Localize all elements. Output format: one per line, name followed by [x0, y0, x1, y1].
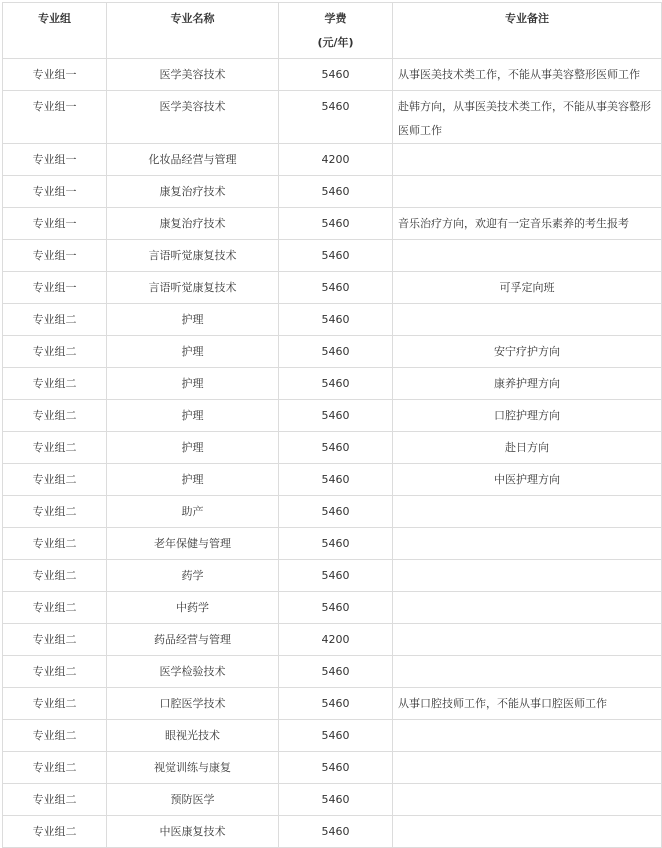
- cell-group: 专业组二: [3, 560, 107, 592]
- cell-major: 药品经营与管理: [107, 624, 279, 656]
- cell-major: 眼视光技术: [107, 720, 279, 752]
- cell-major: 康复治疗技术: [107, 176, 279, 208]
- cell-major: 中医康复技术: [107, 816, 279, 848]
- cell-note: 从事口腔技师工作，不能从事口腔医师工作: [393, 688, 662, 720]
- header-major: 专业名称: [107, 3, 279, 59]
- cell-group: 专业组二: [3, 464, 107, 496]
- cell-group: 专业组二: [3, 368, 107, 400]
- cell-note: 口腔护理方向: [393, 400, 662, 432]
- header-fee-label: 学费: [324, 12, 347, 25]
- cell-major: 护理: [107, 304, 279, 336]
- cell-major: 化妆品经营与管理: [107, 144, 279, 176]
- cell-note: [393, 656, 662, 688]
- cell-group: 专业组一: [3, 59, 107, 91]
- header-group: 专业组: [3, 3, 107, 59]
- cell-fee: 5460: [279, 272, 393, 304]
- cell-major: 口腔医学技术: [107, 688, 279, 720]
- cell-fee: 5460: [279, 560, 393, 592]
- cell-note: [393, 720, 662, 752]
- cell-fee: 5460: [279, 656, 393, 688]
- cell-fee: 5460: [279, 528, 393, 560]
- cell-fee: 5460: [279, 816, 393, 848]
- cell-major: 中药学: [107, 592, 279, 624]
- cell-group: 专业组一: [3, 176, 107, 208]
- cell-group: 专业组二: [3, 688, 107, 720]
- cell-note: [393, 752, 662, 784]
- cell-fee: 5460: [279, 91, 393, 144]
- table-row: [3, 432, 662, 464]
- cell-fee: 5460: [279, 432, 393, 464]
- cell-fee: 5460: [279, 784, 393, 816]
- cell-note: [393, 496, 662, 528]
- cell-fee: 5460: [279, 464, 393, 496]
- cell-group: 专业组二: [3, 720, 107, 752]
- table-row: [3, 528, 662, 560]
- header-fee-unit: (元/年): [317, 36, 354, 49]
- table-row: [3, 91, 662, 144]
- cell-group: 专业组二: [3, 432, 107, 464]
- cell-group: 专业组二: [3, 656, 107, 688]
- table-row: [3, 272, 662, 304]
- table-row: [3, 688, 662, 720]
- cell-note: 中医护理方向: [393, 464, 662, 496]
- cell-note: 从事医美技术类工作，不能从事美容整形医师工作: [393, 59, 662, 91]
- cell-fee: 5460: [279, 688, 393, 720]
- table-row: [3, 240, 662, 272]
- cell-group: 专业组一: [3, 208, 107, 240]
- table-row: [3, 496, 662, 528]
- cell-fee: 5460: [279, 752, 393, 784]
- cell-major: 护理: [107, 400, 279, 432]
- header-fee: [279, 3, 393, 59]
- table-row: [3, 59, 662, 91]
- cell-group: 专业组一: [3, 240, 107, 272]
- table-row: [3, 784, 662, 816]
- cell-fee: 5460: [279, 176, 393, 208]
- cell-note: [393, 240, 662, 272]
- cell-group: 专业组二: [3, 592, 107, 624]
- cell-group: 专业组二: [3, 400, 107, 432]
- cell-note: 可孚定向班: [393, 272, 662, 304]
- table-row: [3, 208, 662, 240]
- cell-major: 助产: [107, 496, 279, 528]
- cell-major: 药学: [107, 560, 279, 592]
- table-row: [3, 464, 662, 496]
- cell-fee: 5460: [279, 304, 393, 336]
- table-row: [3, 560, 662, 592]
- cell-note: 康养护理方向: [393, 368, 662, 400]
- cell-major: 视觉训练与康复: [107, 752, 279, 784]
- cell-note: [393, 304, 662, 336]
- table-row: [3, 624, 662, 656]
- cell-group: 专业组二: [3, 752, 107, 784]
- cell-major: 护理: [107, 432, 279, 464]
- table-row: [3, 144, 662, 176]
- cell-group: 专业组一: [3, 144, 107, 176]
- cell-group: 专业组二: [3, 336, 107, 368]
- cell-fee: 4200: [279, 624, 393, 656]
- tuition-table: [2, 2, 662, 848]
- cell-note: [393, 560, 662, 592]
- cell-note: 赴日方向: [393, 432, 662, 464]
- table-row: [3, 336, 662, 368]
- table-body: [3, 59, 662, 848]
- table-row: [3, 304, 662, 336]
- cell-major: 老年保健与管理: [107, 528, 279, 560]
- table-row: [3, 592, 662, 624]
- cell-major: 护理: [107, 336, 279, 368]
- cell-note: [393, 176, 662, 208]
- table-row: [3, 368, 662, 400]
- header-note: 专业备注: [393, 3, 662, 59]
- cell-note: 音乐治疗方向，欢迎有一定音乐素养的考生报考: [393, 208, 662, 240]
- table-row: [3, 720, 662, 752]
- table-row: [3, 176, 662, 208]
- cell-group: 专业组二: [3, 304, 107, 336]
- cell-fee: 4200: [279, 144, 393, 176]
- cell-note: 安宁疗护方向: [393, 336, 662, 368]
- cell-group: 专业组二: [3, 624, 107, 656]
- cell-fee: 5460: [279, 336, 393, 368]
- cell-fee: 5460: [279, 368, 393, 400]
- cell-fee: 5460: [279, 400, 393, 432]
- cell-major: 医学美容技术: [107, 91, 279, 144]
- cell-fee: 5460: [279, 720, 393, 752]
- cell-group: 专业组二: [3, 496, 107, 528]
- cell-note: [393, 144, 662, 176]
- table-row: [3, 400, 662, 432]
- cell-major: 言语听觉康复技术: [107, 240, 279, 272]
- cell-major: 医学检验技术: [107, 656, 279, 688]
- cell-major: 护理: [107, 368, 279, 400]
- cell-group: 专业组一: [3, 91, 107, 144]
- cell-group: 专业组二: [3, 528, 107, 560]
- cell-major: 康复治疗技术: [107, 208, 279, 240]
- cell-group: 专业组一: [3, 272, 107, 304]
- header-row: [3, 3, 662, 59]
- cell-note: [393, 784, 662, 816]
- cell-major: 医学美容技术: [107, 59, 279, 91]
- cell-major: 护理: [107, 464, 279, 496]
- cell-fee: 5460: [279, 208, 393, 240]
- cell-group: 专业组二: [3, 816, 107, 848]
- cell-note: 赴韩方向，从事医美技术类工作，不能从事美容整形医师工作: [393, 91, 662, 144]
- table-row: [3, 656, 662, 688]
- cell-major: 预防医学: [107, 784, 279, 816]
- cell-fee: 5460: [279, 496, 393, 528]
- cell-group: 专业组二: [3, 784, 107, 816]
- cell-fee: 5460: [279, 59, 393, 91]
- cell-note: [393, 528, 662, 560]
- cell-fee: 5460: [279, 592, 393, 624]
- cell-note: [393, 624, 662, 656]
- cell-note: [393, 592, 662, 624]
- table-row: [3, 752, 662, 784]
- cell-fee: 5460: [279, 240, 393, 272]
- cell-major: 言语听觉康复技术: [107, 272, 279, 304]
